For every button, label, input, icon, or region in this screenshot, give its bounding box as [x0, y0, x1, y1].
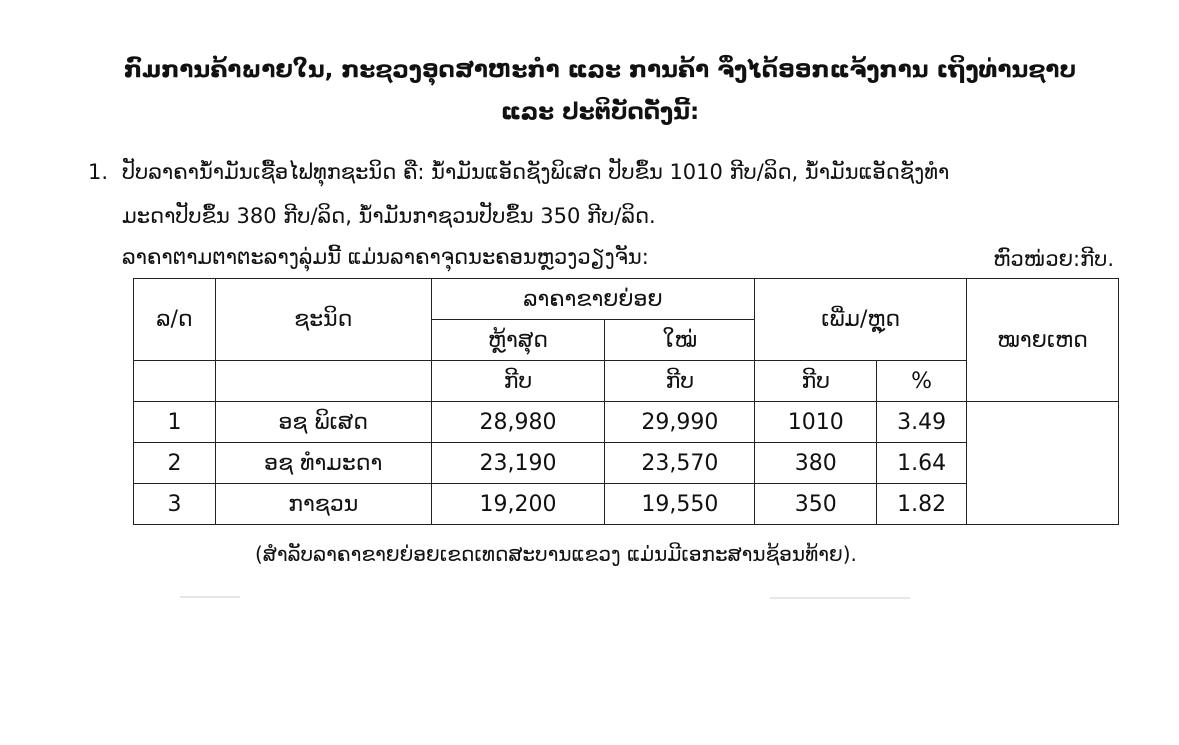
- unit-kip-new: ກີບ: [605, 361, 755, 402]
- table-intro: ລາຄາຕາມຕາຕະລາງລຸ່ມນີ້ ແມ່ນລາຄາຈຸດນະຄອນຫຼວງວຽງຈັນ:: [122, 245, 649, 269]
- row-no: 2: [134, 443, 216, 484]
- remark-cell: [967, 402, 1119, 525]
- price-table: [133, 278, 1119, 525]
- item-text-line-1: ປັບລາຄານ້ຳມັນເຊື້ອໄຟທຸກຊະນິດ ຄື: ນ້ຳມັນແອັດຊັງພິເສດ ປັບຂຶ້ນ 1010 ກີບ/ລິດ, ນ້ຳມັນແອັດຊັງທຳ: [122, 160, 950, 184]
- header-new: ໃໝ່: [605, 320, 755, 361]
- row-latest: 19,200: [431, 484, 605, 525]
- row-change-pct: 3.49: [877, 402, 967, 443]
- header-change: ເພີ່ມ/ຫຼຸດ: [755, 279, 967, 361]
- faint-divider: [180, 596, 240, 598]
- header-no: ລ/ດ: [134, 279, 216, 361]
- row-new: 29,990: [605, 402, 755, 443]
- row-change-pct: 1.82: [877, 484, 967, 525]
- row-new: 19,550: [605, 484, 755, 525]
- item-number: 1.: [88, 160, 109, 184]
- row-type: ກາຊວນ: [215, 484, 431, 525]
- unit-percent: %: [877, 361, 967, 402]
- header-remark: ໝາຍເຫດ: [967, 279, 1119, 402]
- row-change-kip: 1010: [755, 402, 877, 443]
- row-no: 1: [134, 402, 216, 443]
- row-no: 3: [134, 484, 216, 525]
- item-text-line-2: ມະດາປັບຂຶ້ນ 380 ກີບ/ລິດ, ນ້ຳມັນກາຊວນປັບຂຶ້ນ 350 ກີບ/ລິດ.: [122, 204, 656, 228]
- header-type: ຊະນິດ: [215, 279, 431, 361]
- unit-kip-change: ກີບ: [755, 361, 877, 402]
- header-latest: ຫຼ້າສຸດ: [431, 320, 605, 361]
- row-new: 23,570: [605, 443, 755, 484]
- row-latest: 23,190: [431, 443, 605, 484]
- row-change-pct: 1.64: [877, 443, 967, 484]
- header-no-blank: [134, 361, 216, 402]
- footnote: (ສຳລັບລາຄາຂາຍຍ່ອຍເຂດເທດສະບານແຂວງ ແມ່ນມີເອກະສານຊ້ອນທ້າຍ).: [255, 542, 857, 566]
- row-change-kip: 350: [755, 484, 877, 525]
- header-retail-price: ລາຄາຂາຍຍ່ອຍ: [431, 279, 755, 320]
- row-latest: 28,980: [431, 402, 605, 443]
- unit-kip-latest: ກີບ: [431, 361, 605, 402]
- row-type: ອຊ ທຳມະດາ: [215, 443, 431, 484]
- row-change-kip: 380: [755, 443, 877, 484]
- unit-note: ຫົວໜ່ວຍ:ກີບ.: [993, 247, 1114, 271]
- faint-divider: [770, 597, 910, 599]
- table-row: [134, 402, 1119, 443]
- row-type: ອຊ ພິເສດ: [215, 402, 431, 443]
- heading-line-2: ແລະ ປະຕິບັດດັ່ງນີ້:: [500, 99, 700, 125]
- header-type-blank: [215, 361, 431, 402]
- heading-line-1: ກົມການຄ້າພາຍໃນ, ກະຊວງອຸດສາຫະກຳ ແລະ ການຄ້າ ຈຶ່ງໄດ້ອອກແຈ້ງການ ເຖິງທ່ານຊາບ: [123, 57, 1077, 83]
